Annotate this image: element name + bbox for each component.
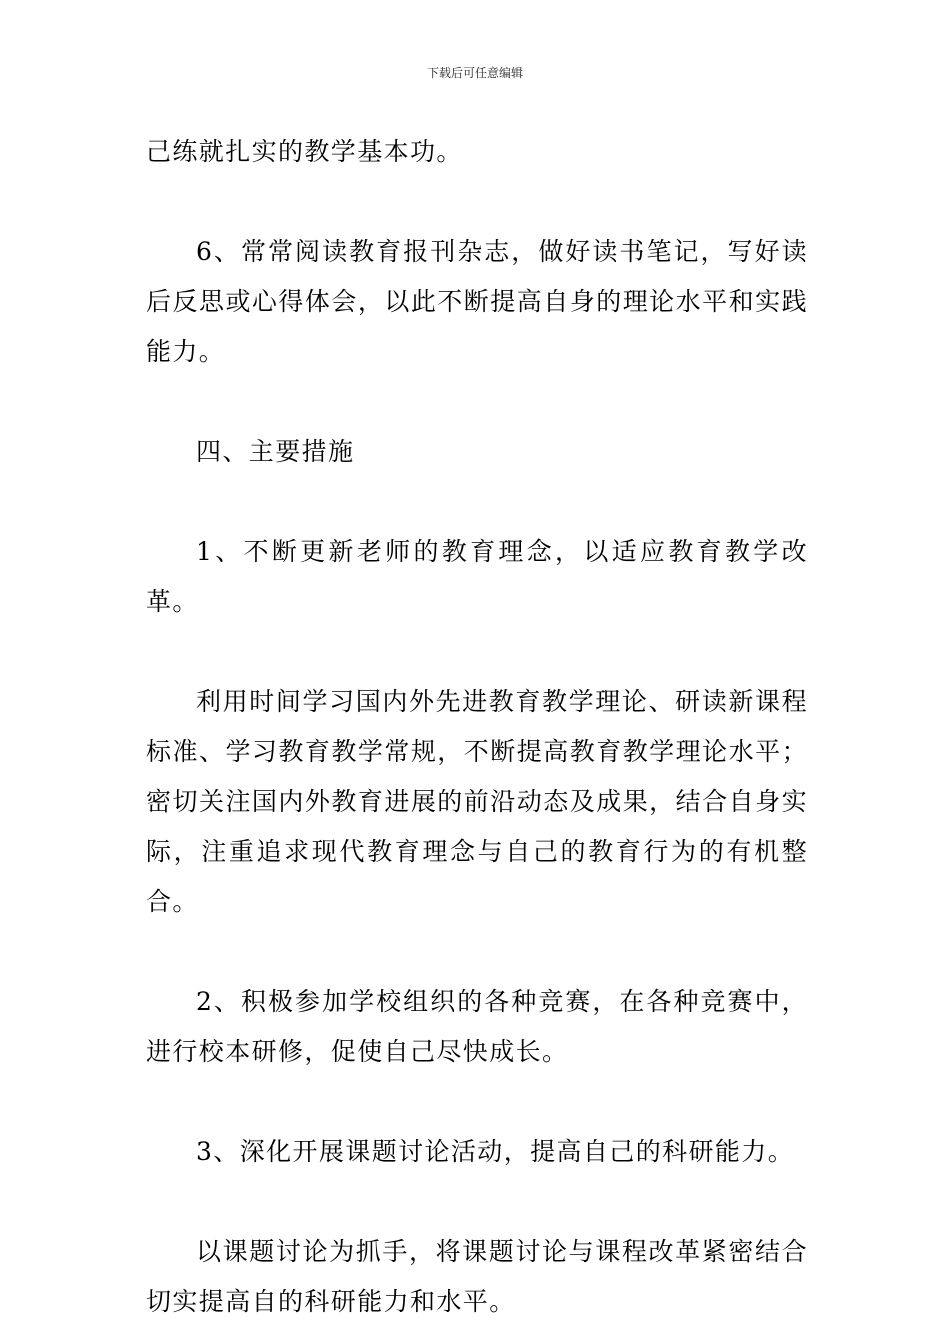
paragraph-gap (146, 1177, 808, 1227)
paragraph-gap (146, 927, 808, 977)
paragraph-gap (146, 477, 808, 527)
paragraph-gap (146, 1077, 808, 1127)
paragraph-measure-3-detail: 以课题讨论为抓手，将课题讨论与课程改革紧密结合切实提高自的科研能力和水平。 (146, 1237, 808, 1316)
paragraph-continuation: 己练就扎实的教学基本功。 (146, 137, 463, 166)
paragraph-measure-2: 2、积极参加学校组织的各种竞赛，在各种竞赛中，进行校本研修，促使自己尽快成长。 (146, 987, 808, 1066)
paragraph-measure-3: 3、深化开展课题讨论活动，提高自己的科研能力。 (196, 1137, 795, 1166)
paragraph-gap (146, 377, 808, 427)
paragraph-item-6: 6、常常阅读教育报刊杂志，做好读书笔记，写好读后反思或心得体会，以此不断提高自身的理论水平和实践能力。 (146, 237, 808, 366)
paragraph-measure-1-detail: 利用时间学习国内外先进教育教学理论、研读新课程标准、学习教育教学常规，不断提高教育教学理论水平；密切关注国内外教育进展的前沿动态及成果，结合自身实际，注重追求现代教育理念与自己的教育行为的有机整合。 (146, 687, 808, 916)
paragraph-measure-1: 1、不断更新老师的教育理念，以适应教育教学改革。 (146, 537, 808, 616)
paragraph-gap (146, 177, 808, 227)
section-heading-measures: 四、主要措施 (196, 437, 355, 466)
document-body (146, 127, 808, 1327)
paragraph-gap (146, 627, 808, 677)
header-note: 下载后可任意编辑 (426, 66, 523, 80)
